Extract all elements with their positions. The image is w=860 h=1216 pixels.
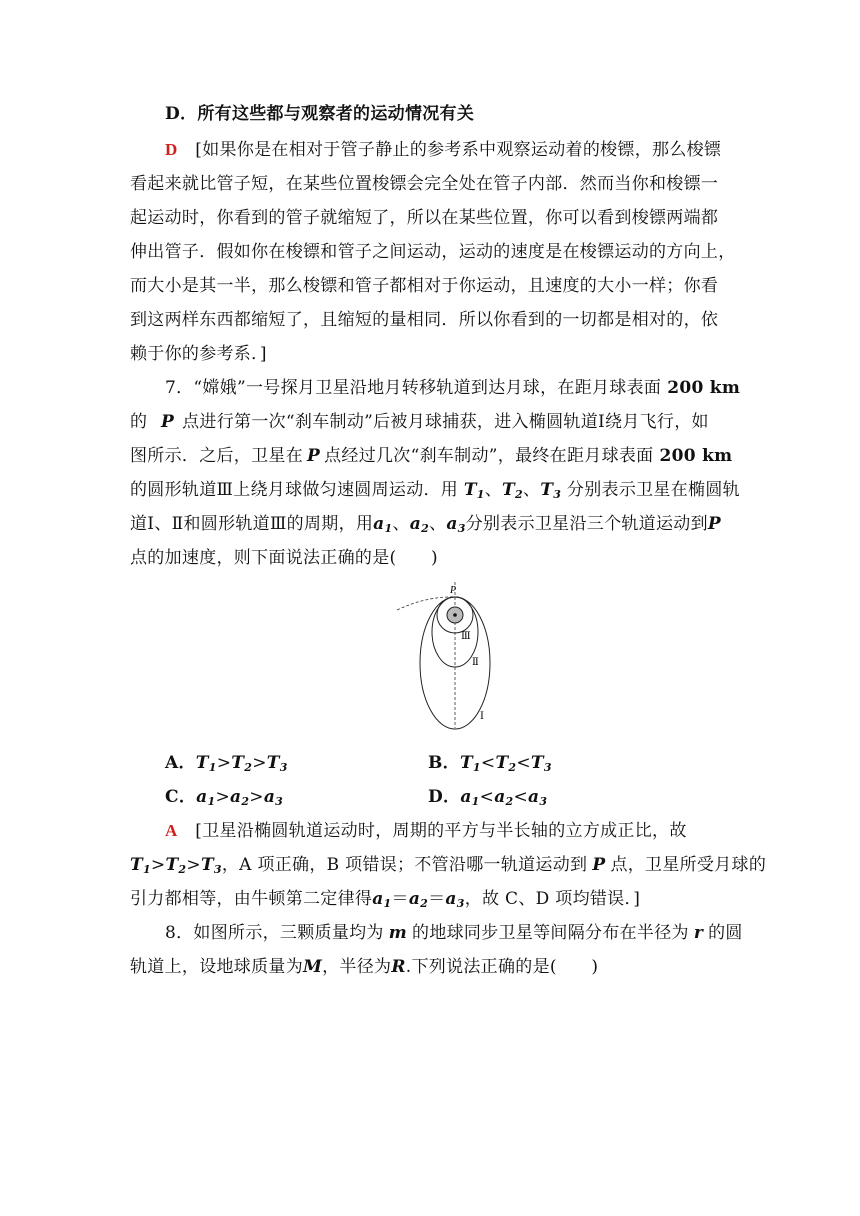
q6-explanation-line-7: 赖于你的参考系．] [130, 344, 267, 364]
q7-exp-text-3a: 引力都相等，由牛顿第二定律得 [130, 889, 373, 909]
q7-option-a: A．$T_1>T_2>T_3$ [165, 753, 288, 774]
radius-r-symbol: r [693, 923, 704, 943]
q7-option-c: C．$a_1>a_2>a_3$ [165, 787, 284, 808]
q7-stem-line-3 [130, 445, 732, 467]
q7-option-b: B．$T_1<T_2<T_3$ [428, 753, 552, 774]
accel-a2: $a_2$ [409, 514, 430, 535]
orbit-3-label: Ⅲ [461, 631, 471, 642]
q7-distance-1: 200 km [667, 378, 741, 398]
mass-m-symbol: m [388, 923, 408, 943]
orbit-diagram [392, 580, 512, 730]
q7-stem-text-5b: 分别表示卫星沿三个轨道运动到 [465, 514, 708, 534]
q6-explanation-line-1 [165, 139, 721, 161]
q7-option-d-prefix: D． [428, 787, 461, 807]
q6-explanation-line-6: 到这两样东西都缩短了，且缩短的量相同．所以你看到的一切都是相对的，依 [130, 310, 719, 330]
orbit-1-label: Ⅰ [480, 711, 484, 722]
period-t2: $T_2$ [502, 480, 523, 501]
earth-radius-symbol: R [391, 957, 406, 977]
q7-stem-text-2a: 的 [130, 412, 148, 432]
q7-answer-letter: A [165, 821, 178, 840]
q7-explanation-line-3: 引力都相等，由牛顿第二定律得$a_1=a_2=a_3$，故 C、D 项均错误．] [130, 889, 641, 910]
q8-stem-text-1c: 的圆 [708, 923, 743, 943]
q6-option-d [165, 103, 474, 125]
q8-stem-line-1 [165, 922, 743, 944]
q8-stem-text-2c: .下列说法正确的是( ) [405, 957, 599, 977]
q8-stem-text-1a: 8．如图所示，三颗质量均为 [165, 923, 384, 943]
q6-option-d-text: D．所有这些都与观察者的运动情况有关 [165, 104, 475, 124]
q6-exp-text-1: [如果你是在相对于管子静止的参考系中观察运动着的梭镖，那么梭镖 [195, 140, 722, 160]
q6-answer-letter: D [165, 140, 178, 159]
accel-symbols: $a_1$ [373, 514, 393, 535]
q7-stem-text-4a: 的圆形轨道Ⅲ上绕月球做匀速圆周运动．用 [130, 480, 459, 500]
q7-exp-text-3b: ，故 C、D 项均错误．] [464, 889, 641, 909]
q7-option-d: D．$a_1<a_2<a_3$ [428, 787, 548, 808]
q7-option-c-prefix: C． [165, 787, 197, 807]
q7-stem-text-1a: 7．“嫦娥”一号探月卫星沿地月转移轨道到达月球，在距月球表面 [165, 378, 662, 398]
period-symbols: $T_1$ [463, 480, 485, 501]
q8-stem-line-2 [130, 956, 598, 978]
point-p-symbol: P [307, 446, 321, 466]
point-p-symbol: P [592, 855, 606, 875]
point-p-label: P [450, 585, 457, 596]
q8-stem-text-1b: 的地球同步卫星等间隔分布在半径为 [412, 923, 689, 943]
q6-explanation-line-4: 伸出管子．假如你在梭镖和管子之间运动，运动的速度是在梭镖运动的方向上， [130, 242, 736, 262]
q6-explanation-line-5: 而大小是其一半，那么梭镖和管子都相对于你运动，且速度的大小一样；你看 [130, 276, 719, 296]
q6-explanation-line-3: 起运动时，你看到的管子就缩短了，所以在某些位置，你可以看到梭镖两端都 [130, 208, 719, 228]
q8-stem-text-2a: 轨道上，设地球质量为 [130, 957, 303, 977]
q7-stem-text-5a: 道Ⅰ、Ⅱ和圆形轨道Ⅲ的周期，用 [130, 514, 374, 534]
q7-explanation-line-2: $T_1>T_2>T_3$，A 项正确，B 项错误；不管沿哪一轨道运动到 P 点，卫星所受月球的 [130, 855, 767, 876]
earth-mass-symbol: M [303, 957, 323, 977]
point-p-symbol: P [161, 412, 175, 432]
q7-stem-line-6: 点的加速度，则下面说法正确的是( ) [130, 548, 438, 568]
accel-a3: $a_3$ [446, 514, 466, 535]
q7-exp-text-2b: ，A 项正确，B 项错误；不管沿哪一轨道运动到 [221, 855, 588, 875]
point-p-symbol: P [707, 514, 721, 534]
q7-exp-text-1: [卫星沿椭圆轨道运动时，周期的平方与半长轴的立方成正比，故 [195, 821, 687, 841]
q8-stem-text-2b: ，半径为 [322, 957, 392, 977]
q7-stem-text-3b: 点经过几次“刹车制动”，最终在距月球表面 [324, 446, 654, 466]
period-t3: $T_3$ [540, 480, 562, 501]
q7-stem-text-4b: 分别表示卫星在椭圆轨 [566, 480, 740, 500]
q7-stem-line-2 [130, 411, 709, 433]
q7-exp-text-2c: 点，卫星所受月球的 [610, 855, 767, 875]
q7-stem-line-4: 的圆形轨道Ⅲ上绕月球做匀速圆周运动．用 $T_1$、$T_2$、$T_3$ 分别表示卫星在椭圆轨 [130, 480, 740, 501]
orbit-2-label: Ⅱ [472, 657, 479, 668]
q7-stem-text-2b: 点进行第一次“刹车制动”后被月球捕获，进入椭圆轨道Ⅰ绕月飞行，如 [182, 412, 709, 432]
q7-explanation-line-1 [165, 820, 687, 842]
q7-option-b-prefix: B． [428, 753, 460, 773]
q7-stem-line-5: 道Ⅰ、Ⅱ和圆形轨道Ⅲ的周期，用$a_1$、$a_2$、$a_3$分别表示卫星沿三个轨道运动到P [130, 514, 721, 535]
q7-stem-line-1 [165, 377, 740, 399]
moon-center-dot [453, 613, 457, 617]
q7-stem-text-3a: 图所示．之后，卫星在 [130, 446, 303, 466]
q7-option-a-prefix: A． [165, 753, 196, 773]
q7-distance-2: 200 km [659, 446, 733, 466]
q6-explanation-line-2: 看起来就比管子短，在某些位置梭镖会完全处在管子内部．然而当你和梭镖一 [130, 174, 719, 194]
